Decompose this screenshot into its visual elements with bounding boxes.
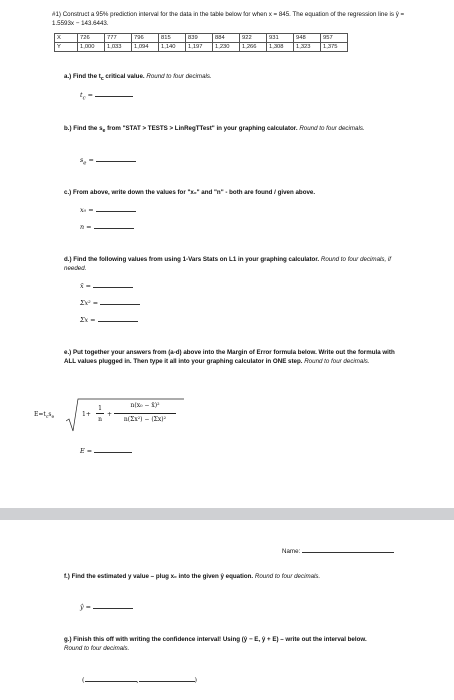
problem-intro <box>52 10 412 28</box>
answer-c-x0-blank[interactable] <box>96 211 136 212</box>
answer-d-mean-label: x̄ = <box>80 282 91 290</box>
x-cell: 922 <box>240 34 267 43</box>
answer-a-sub: c <box>82 95 86 102</box>
answer-d-mean-blank[interactable] <box>93 287 133 288</box>
interval-comma: , <box>136 676 139 684</box>
y-cell: 1,000 <box>78 43 105 52</box>
answer-a-label: t <box>80 91 83 99</box>
question-c <box>64 188 404 197</box>
page-gap <box>0 508 454 520</box>
question-f <box>64 572 404 581</box>
formula-frac1-bar <box>96 413 104 414</box>
problem-number: #1) <box>52 11 61 18</box>
answer-d-sumsq <box>80 299 140 307</box>
answer-e-blank[interactable] <box>94 452 132 453</box>
question-f-note: Round to four decimals. <box>254 573 321 580</box>
question-b-sub: e <box>102 128 106 135</box>
question-f-label: f.) <box>64 573 70 580</box>
formula-frac2-den: n(Σx²) − (Σx)² <box>123 416 167 423</box>
y-cell: 1,266 <box>240 43 267 52</box>
interval-upper-blank[interactable] <box>139 681 195 682</box>
answer-f-blank[interactable] <box>93 608 133 609</box>
formula-frac1-num: 1 <box>98 405 102 412</box>
x-cell: 931 <box>267 34 294 43</box>
question-a-sub: c <box>100 76 104 83</box>
name-field <box>282 547 394 556</box>
question-a-note: Round to four decimals. <box>146 73 212 80</box>
x-cell: 948 <box>294 34 321 43</box>
answer-d-sum-label: Σx = <box>80 316 96 324</box>
answer-g <box>82 676 197 684</box>
answer-b-sub: e <box>83 160 87 167</box>
formula-one: 1+ <box>82 411 91 418</box>
formula-lhs-text: E=t <box>34 411 46 418</box>
answer-d-sum-blank[interactable] <box>98 321 138 322</box>
question-b <box>64 124 394 136</box>
question-g-text: Finish this off with writing the confidence interval! Using (ŷ − E, ŷ + E) – write out the interval below. <box>73 636 367 643</box>
formula-lhs-sub: c <box>45 415 49 421</box>
x-cell: 957 <box>321 34 348 43</box>
x-cell: 839 <box>186 34 213 43</box>
name-label: Name: <box>282 548 301 555</box>
question-b-text2: from "STAT > TESTS > LinRegTTest" in your graphing calculator. <box>105 125 298 132</box>
table-row-x <box>55 34 348 43</box>
x-cell: 884 <box>213 34 240 43</box>
formula-plus: + <box>107 411 113 418</box>
question-d-text: Find the following values from using 1-Vars Stats on L1 in your graphing calculator. <box>73 256 320 263</box>
x-cell: 796 <box>132 34 159 43</box>
question-e <box>64 348 404 366</box>
name-blank[interactable] <box>302 552 394 553</box>
row-label-y: Y <box>55 43 78 52</box>
row-label-x: X <box>55 34 78 43</box>
answer-b-eq: = <box>86 156 94 164</box>
interval-close-paren: ) <box>194 676 198 684</box>
x-cell: 726 <box>78 34 105 43</box>
question-b-label: b.) <box>64 125 72 132</box>
answer-b-label: s <box>80 156 84 164</box>
answer-f <box>80 603 133 611</box>
question-a <box>64 72 404 84</box>
formula-frac2-num: n(x₀ − x̄)² <box>130 402 160 409</box>
x-cell: 815 <box>159 34 186 43</box>
question-c-label: c.) <box>64 189 72 196</box>
y-cell: 1,308 <box>267 43 294 52</box>
answer-c-n-blank[interactable] <box>94 228 134 229</box>
answer-a <box>80 91 133 101</box>
y-cell: 1,033 <box>105 43 132 52</box>
answer-b <box>80 156 136 166</box>
y-cell: 1,197 <box>186 43 213 52</box>
question-d-note: Round to four decimals, if needed. <box>64 256 392 272</box>
formula-se: s <box>48 411 52 418</box>
margin-of-error-formula <box>34 397 194 437</box>
answer-a-blank[interactable] <box>95 96 133 97</box>
answer-c-n <box>80 223 134 231</box>
table-row-y <box>55 43 348 52</box>
problem-text: Construct a 95% prediction interval for the data in the table below for when x = 845. The equation of the regression line is ŷ = 1.5593x − 143.6443. <box>52 11 405 27</box>
answer-c-x0 <box>80 206 136 214</box>
answer-e <box>80 447 132 455</box>
y-cell: 1,375 <box>321 43 348 52</box>
question-g-note: Round to four decimals. <box>64 645 130 652</box>
data-table <box>54 33 348 52</box>
answer-f-label: ŷ = <box>80 603 91 611</box>
interval-lower-blank[interactable] <box>85 681 137 682</box>
answer-d-sumsq-label: Σx² = <box>80 299 99 307</box>
answer-c-n-label: n = <box>80 223 92 231</box>
question-a-label: a.) <box>64 73 72 80</box>
answer-d-sum <box>80 316 138 324</box>
question-a-text: Find the t <box>72 73 101 80</box>
question-b-note: Round to four decimals. <box>299 125 365 132</box>
formula-frac1-den: n <box>98 416 102 423</box>
y-cell: 1,094 <box>132 43 159 52</box>
question-g-label: g.) <box>64 636 72 643</box>
question-c-text: From above, write down the values for "x₀" and "n" - both are found / given above. <box>72 189 316 196</box>
question-e-text: Put together your answers from (a-d) above into the Margin of Error formula below. Write out the formula with ALL values plugged in. Then type it all into your graphing calculator in ONE step. <box>64 349 395 365</box>
answer-a-eq: = <box>85 91 93 99</box>
question-g <box>64 635 384 653</box>
formula-se-sub: e <box>51 415 55 421</box>
answer-d-sumsq-blank[interactable] <box>100 304 140 305</box>
answer-c-x0-label: x₀ = <box>80 206 94 214</box>
question-a-text2: critical value. <box>103 73 145 80</box>
interval-open-paren: ( <box>82 676 85 684</box>
answer-e-label: E = <box>80 447 93 455</box>
y-cell: 1,140 <box>159 43 186 52</box>
formula-lhs <box>34 411 54 420</box>
x-cell: 777 <box>105 34 132 43</box>
answer-b-blank[interactable] <box>96 161 136 162</box>
y-cell: 1,230 <box>213 43 240 52</box>
question-f-text: Find the estimated y value – plug x₀ into the given ŷ equation. <box>71 573 254 580</box>
formula-frac2-bar <box>114 413 176 414</box>
answer-d-mean <box>80 282 133 290</box>
y-cell: 1,323 <box>294 43 321 52</box>
question-e-note: Round to four decimals. <box>304 358 370 365</box>
question-b-text: Find the s <box>73 125 103 132</box>
worksheet-page-2 <box>0 520 454 700</box>
question-d-label: d.) <box>64 256 72 263</box>
question-e-label: e.) <box>64 349 72 356</box>
question-d <box>64 255 394 273</box>
